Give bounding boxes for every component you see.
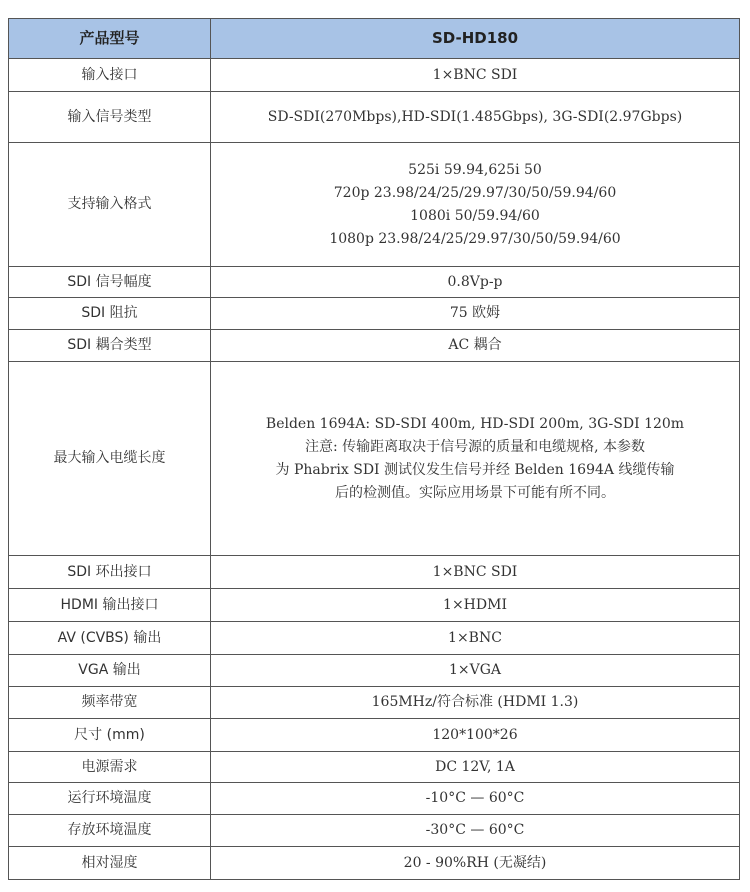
row-value: 1×BNC — [211, 622, 740, 655]
cable-note-line: Belden 1694A: SD-SDI 400m, HD-SDI 200m, 3G-SDI 120m — [265, 415, 685, 432]
row-value: 1×VGA — [211, 655, 740, 687]
row-label: SDI 阻抗 — [9, 298, 211, 330]
header-model: SD-HD180 — [211, 19, 740, 59]
row-value: 1×BNC SDI — [211, 59, 740, 92]
row-label: 输入接口 — [9, 59, 211, 92]
format-line: 720p 23.98/24/25/29.97/30/50/59.94/60 — [333, 184, 617, 201]
row-label: SDI 信号幅度 — [9, 267, 211, 298]
table-row — [9, 815, 740, 847]
table-row — [9, 783, 740, 815]
row-value: 1×BNC SDI — [211, 556, 740, 589]
row-label: SDI 耦合类型 — [9, 330, 211, 362]
row-value: -10°C — 60°C — [211, 783, 740, 815]
row-value: 1×HDMI — [211, 589, 740, 622]
row-value: 165MHz/符合标准 (HDMI 1.3) — [211, 687, 740, 719]
row-value: AC 耦合 — [211, 330, 740, 362]
row-value: 0.8Vp-p — [211, 267, 740, 298]
row-label: VGA 输出 — [9, 655, 211, 687]
table-row — [9, 59, 740, 92]
format-line: 1080i 50/59.94/60 — [410, 207, 540, 224]
table-row — [9, 622, 740, 655]
cable-note-line: 注意: 传输距离取决于信号源的质量和电缆规格, 本参数 — [304, 438, 646, 455]
row-label: 电源需求 — [9, 752, 211, 783]
row-label: AV (CVBS) 输出 — [9, 622, 211, 655]
row-value: DC 12V, 1A — [211, 752, 740, 783]
table-row — [9, 143, 740, 267]
cable-note-line: 为 Phabrix SDI 测试仪发生信号并经 Belden 1694A 线缆传输 — [275, 461, 675, 478]
row-label: 运行环境温度 — [9, 783, 211, 815]
table-row — [9, 267, 740, 298]
table-row — [9, 752, 740, 783]
table-row — [9, 92, 740, 143]
header-row — [9, 19, 740, 59]
row-label: SDI 环出接口 — [9, 556, 211, 589]
row-value: 120*100*26 — [211, 719, 740, 752]
row-label: 相对湿度 — [9, 847, 211, 880]
row-value — [211, 362, 740, 556]
row-value: 20 - 90%RH (无凝结) — [211, 847, 740, 880]
row-value: 75 欧姆 — [211, 298, 740, 330]
cable-note-line: 后的检测值。实际应用场景下可能有所不同。 — [335, 484, 615, 501]
table-row — [9, 362, 740, 556]
row-label: HDMI 输出接口 — [9, 589, 211, 622]
row-label: 频率带宽 — [9, 687, 211, 719]
table-row — [9, 556, 740, 589]
table-row — [9, 687, 740, 719]
row-label: 最大输入电缆长度 — [9, 362, 211, 556]
row-label: 支持输入格式 — [9, 143, 211, 267]
table-row — [9, 655, 740, 687]
row-value — [211, 143, 740, 267]
row-value: SD-SDI(270Mbps),HD-SDI(1.485Gbps), 3G-SDI(2.97Gbps) — [211, 92, 740, 143]
row-label: 存放环境温度 — [9, 815, 211, 847]
row-value: -30°C — 60°C — [211, 815, 740, 847]
table-row — [9, 330, 740, 362]
row-label: 输入信号类型 — [9, 92, 211, 143]
table-row — [9, 298, 740, 330]
header-label: 产品型号 — [9, 19, 211, 59]
spec-table — [8, 18, 740, 880]
format-line: 1080p 23.98/24/25/29.97/30/50/59.94/60 — [329, 230, 621, 247]
table-row — [9, 847, 740, 880]
table-row — [9, 719, 740, 752]
row-label: 尺寸 (mm) — [9, 719, 211, 752]
table-row — [9, 589, 740, 622]
format-line: 525i 59.94,625i 50 — [408, 161, 542, 178]
